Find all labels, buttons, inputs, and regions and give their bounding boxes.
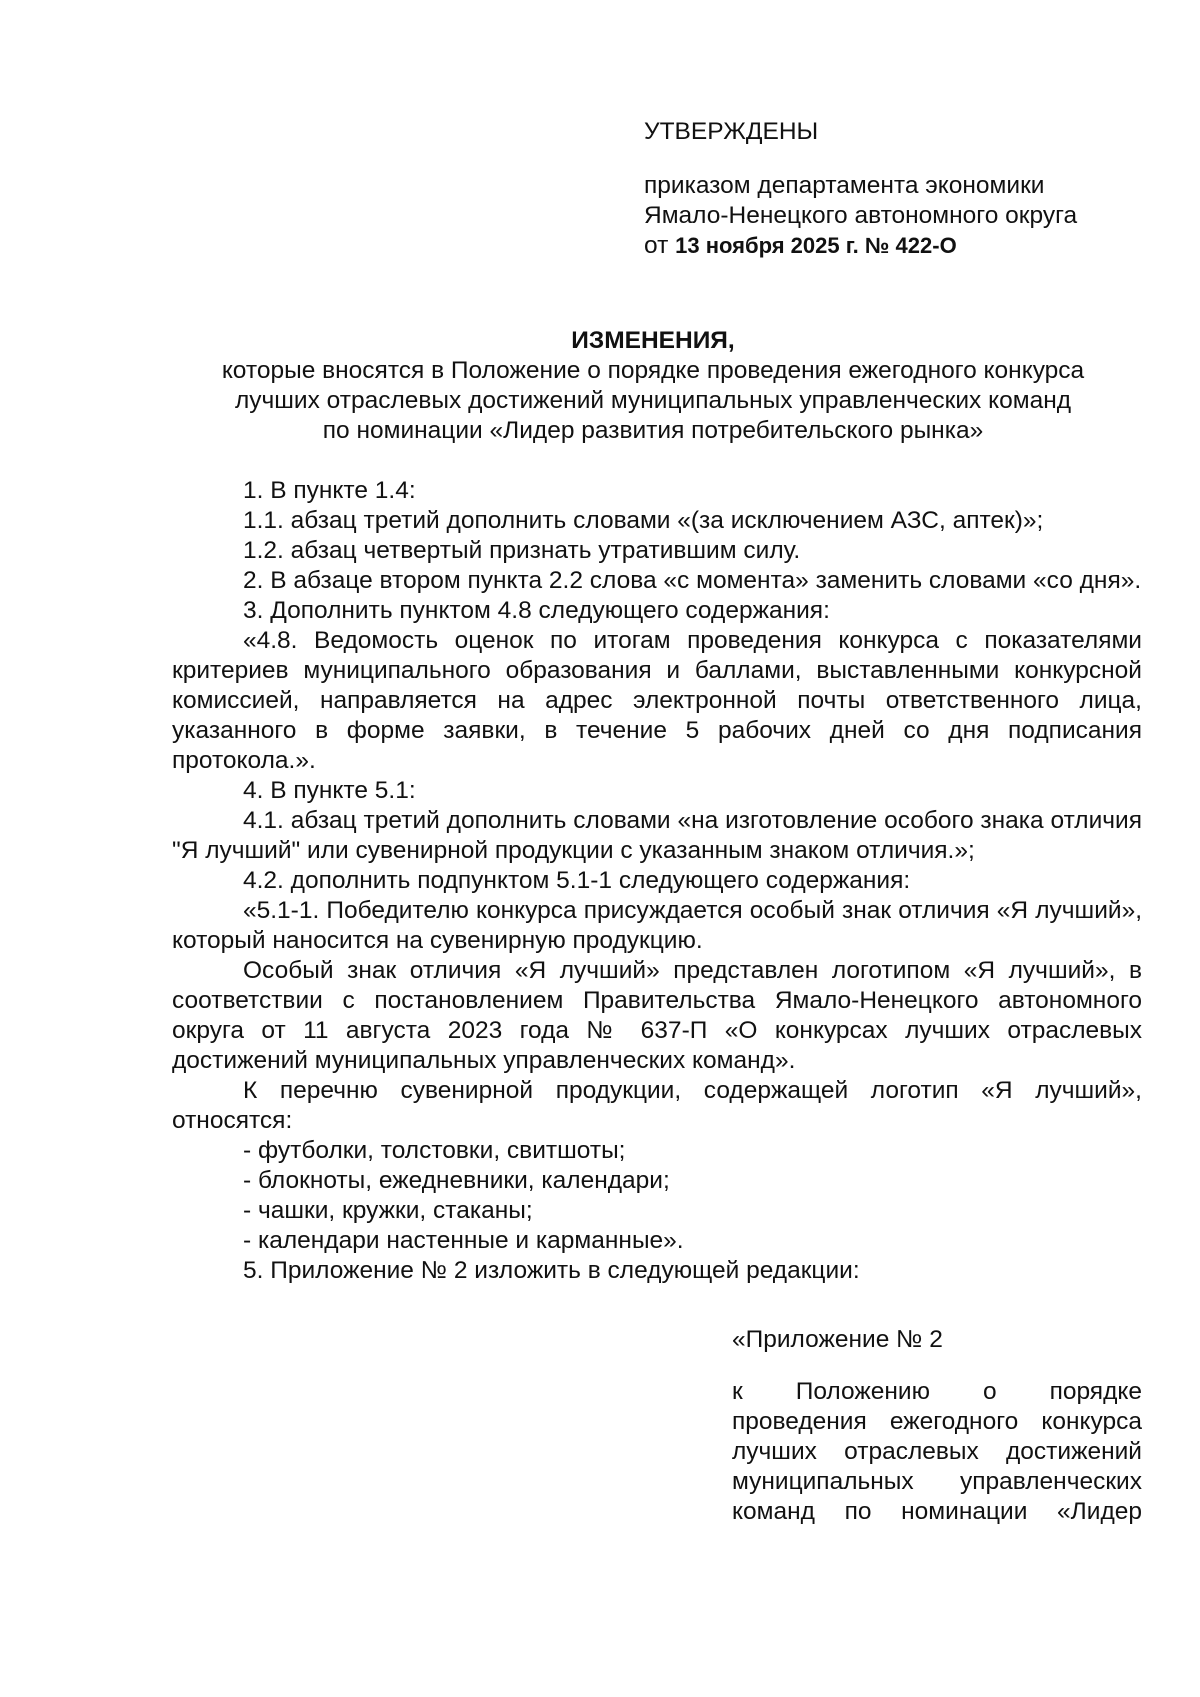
approval-line-2: Ямало-Ненецкого автономного округа: [644, 202, 1078, 229]
list-item: - чашки, кружки, стаканы;: [243, 1197, 533, 1224]
document-subtitle-line: которые вносятся в Положение о порядке проведения ежегодного конкурса: [221, 357, 1085, 384]
list-item: - блокноты, ежедневники, календари;: [243, 1167, 670, 1194]
document-body: [172, 476, 1142, 1286]
appendix-title: «Приложение № 2: [732, 1326, 943, 1353]
approval-line-1: приказом департамента экономики: [644, 172, 1045, 199]
body-paragraph: 1. В пункте 1.4:: [243, 477, 416, 504]
document-subtitle-line: лучших отраслевых достижений муниципальных управленческих команд: [234, 387, 1072, 414]
body-paragraph: «4.8. Ведомость оценок по итогам проведения конкурса с показателями критериев муниципального образования и баллами, выставленными конкурсной комиссией, направляется на адрес электронной почты ответственного лица, указанного в форме заявки, в течение 5 рабочих дней со дня подписания протокола.».: [172, 627, 1142, 774]
approval-heading: УТВЕРЖДЕНЫ: [644, 118, 819, 145]
document-subtitle-line: по номинации «Лидер развития потребительского рынка»: [322, 417, 984, 444]
list-item: - календари настенные и карманные».: [243, 1227, 684, 1254]
body-paragraph: 2. В абзаце втором пункта 2.2 слова «с момента» заменить словами «со дня».: [243, 567, 1142, 594]
approval-order-ref: 13 ноября 2025 г. № 422-О: [675, 233, 957, 258]
body-paragraph: Особый знак отличия «Я лучший» представлен логотипом «Я лучший», в соответствии с постановлением Правительства Ямало-Ненецкого автономного округа от 11 августа 2023 года № 637-П «О конкурсах лучших отраслевых достижений муниципальных управленческих команд».: [172, 957, 1142, 1074]
body-paragraph: 5. Приложение № 2 изложить в следующей редакции:: [243, 1257, 860, 1284]
body-paragraph: 4.1. абзац третий дополнить словами «на изготовление особого знака отличия "Я лучший" или сувенирной продукции с указанным знаком отличия.»;: [172, 807, 1142, 864]
body-paragraph: «5.1-1. Победителю конкурса присуждается особый знак отличия «Я лучший», который наносится на сувенирную продукцию.: [172, 897, 1142, 954]
body-paragraph: 4.2. дополнить подпунктом 5.1-1 следующего содержания:: [243, 867, 911, 894]
body-paragraph: К перечню сувенирной продукции, содержащей логотип «Я лучший», относятся:: [172, 1077, 1142, 1134]
document-title: ИЗМЕНЕНИЯ,: [571, 327, 735, 354]
appendix-block: [732, 1325, 1142, 1527]
approval-block: [644, 112, 1144, 261]
approval-order-prefix: от: [644, 232, 669, 259]
body-paragraph: 3. Дополнить пунктом 4.8 следующего содержания:: [243, 597, 830, 624]
body-paragraph: 1.1. абзац третий дополнить словами «(за исключением АЗС, аптек)»;: [243, 507, 1044, 534]
title-block: [170, 326, 1136, 446]
appendix-text: к Положению о порядке проведения ежегодного конкурса лучших отраслевых достижений муниципальных управленческих команд по номинации «Лидер: [732, 1378, 1142, 1525]
approval-order: [644, 231, 1144, 261]
body-paragraph: 4. В пункте 5.1:: [243, 777, 416, 804]
list-item: - футболки, толстовки, свитшоты;: [243, 1137, 626, 1164]
body-paragraph: 1.2. абзац четвертый признать утратившим силу.: [243, 537, 801, 564]
